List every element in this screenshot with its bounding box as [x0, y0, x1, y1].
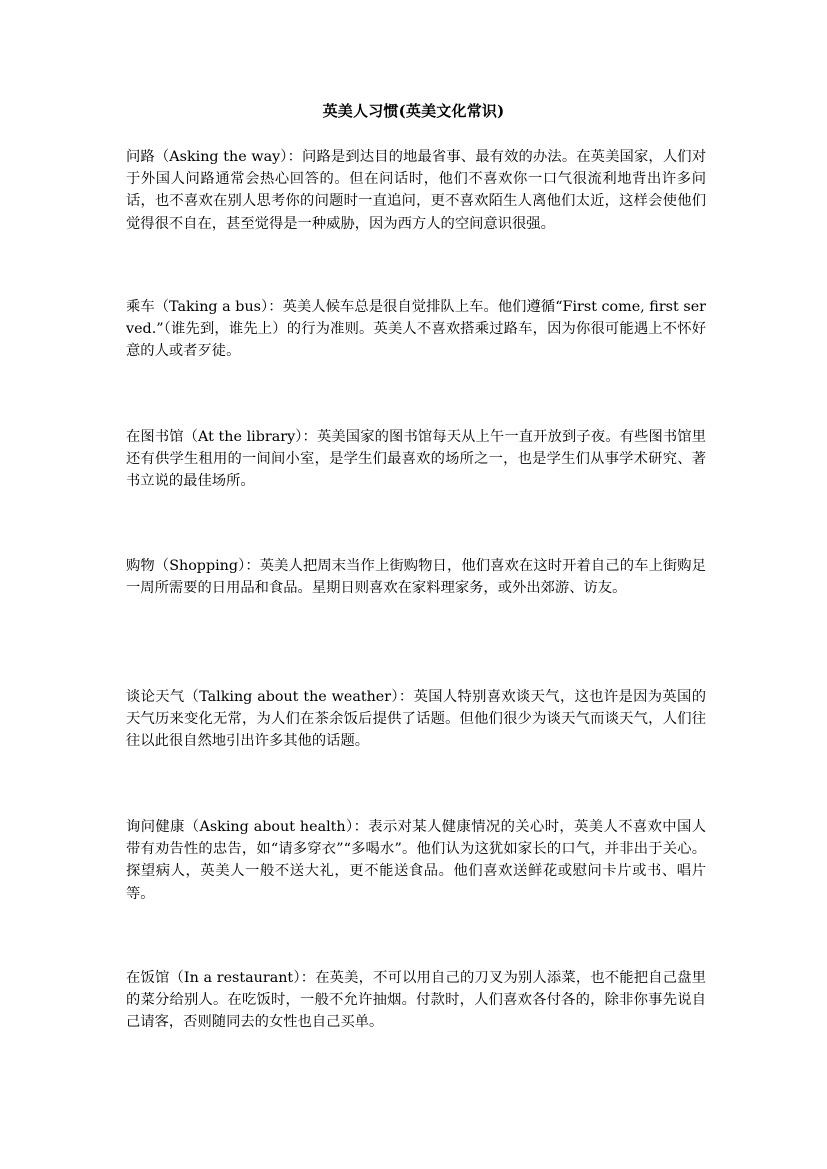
- document-title: 英美人习惯(英美文化常识): [322, 102, 505, 120]
- paragraph-heading: 问路（Asking the way）：: [126, 149, 303, 165]
- paragraph-heading: 在饭馆（In a restaurant）：: [126, 970, 316, 986]
- paragraph-asking-the-way: [126, 146, 706, 235]
- paragraph-body: 表示对某人健康情况的关心时，英美人不喜欢中国人带有劝告性的忠告，如“请多穿衣”“多喝水”。他们认为这犹如家长的口气，并非出于关心。探望病人，英美人一般不送大礼，更不能送食品。他们喜欢送鲜花或慰问卡片或书、唱片等。: [126, 819, 707, 902]
- paragraph-body: 英美人候车总是很自觉排队上车。他们遵循“First come, first served.”（谁先到，谁先上）的行为准则。英美人不喜欢搭乘过路车，因为你很可能遇上不怀好意的人或者歹徒。: [126, 299, 706, 360]
- paragraph-heading: 购物（Shopping）：: [126, 558, 260, 574]
- paragraph-taking-a-bus: [126, 296, 706, 363]
- paragraph-heading: 在图书馆（At the library）：: [126, 429, 317, 445]
- paragraph-body: 英美人把周末当作上街购物日，他们喜欢在这时开着自己的车上街购足一周所需要的日用品和食品。星期日则喜欢在家料理家务，或外出郊游、访友。: [126, 558, 706, 597]
- paragraph-asking-about-health: [126, 816, 706, 905]
- paragraph-shopping: [126, 555, 706, 599]
- paragraph-heading: 乘车（Taking a bus）：: [126, 299, 283, 315]
- paragraph-body: 问路是到达目的地最省事、最有效的办法。在英美国家，人们对于外国人问路通常会热心回答的。但在问话时，他们不喜欢你一口气很流利地背出许多问话，也不喜欢在别人思考你的问题时一直追问，更不喜欢陌生人离他们太近，这样会使他们觉得很不自在，甚至觉得是一种威胁，因为西方人的空间意识很强。: [126, 149, 707, 232]
- paragraph-heading: 询问健康（Asking about health）：: [126, 819, 369, 835]
- paragraph-heading: 谈论天气（Talking about the weather）：: [126, 689, 414, 705]
- paragraph-body: 英国人特别喜欢谈天气，这也许是因为英国的天气历来变化无常，为人们在茶余饭后提供了话题。但他们很少为谈天气而谈天气，人们往往以此很自然地引出许多其他的话题。: [126, 689, 706, 750]
- paragraph-talking-about-weather: [126, 686, 706, 753]
- paragraph-at-the-library: [126, 426, 706, 493]
- paragraph-in-a-restaurant: [126, 967, 706, 1034]
- paragraph-body: 在英美，不可以用自己的刀叉为别人添菜，也不能把自己盘里的菜分给别人。在吃饭时，一般不允许抽烟。付款时，人们喜欢各付各的，除非你事先说自己请客，否则随同去的女性也自己买单。: [126, 970, 706, 1031]
- paragraph-body: 英美国家的图书馆每天从上午一直开放到子夜。有些图书馆里还有供学生租用的一间间小室，是学生们最喜欢的场所之一，也是学生们从事学术研究、著书立说的最佳场所。: [126, 429, 706, 490]
